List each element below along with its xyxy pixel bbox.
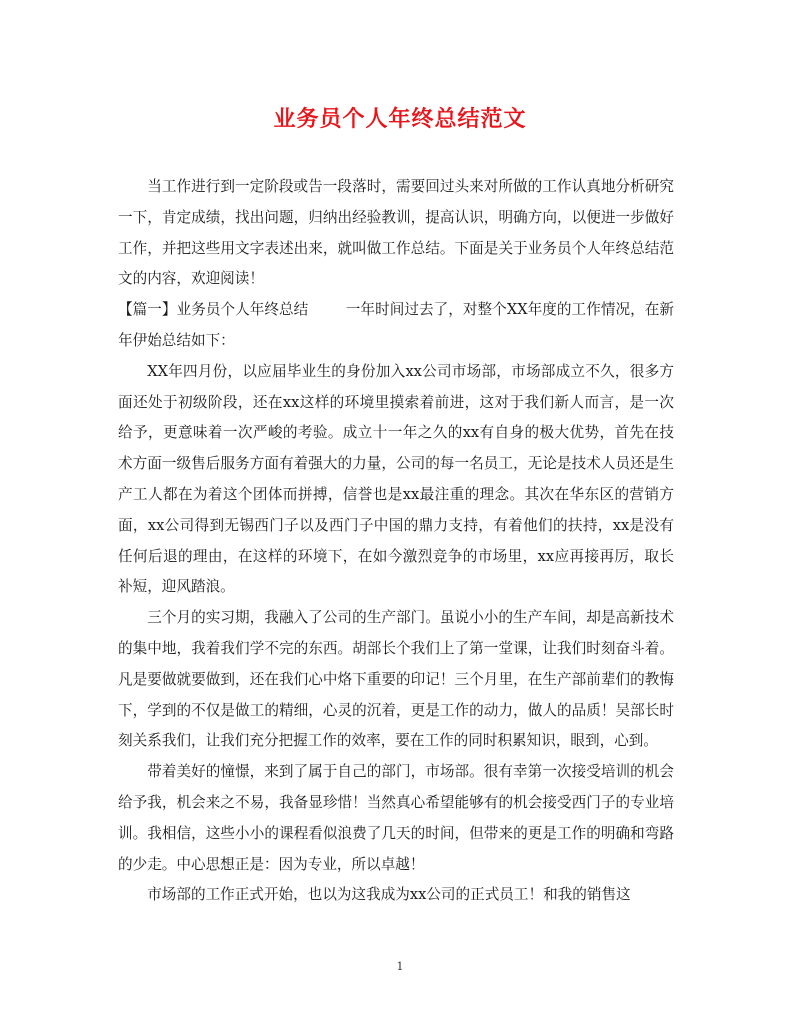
intro-paragraph: 当工作进行到一定阶段或告一段落时，需要回过头来对所做的工作认真地分析研究一下，肯定成绩，找出问题，归纳出经验教训，提高认识，明确方向，以便进一步做好工作，并把这些用文字表述出来，就叫做工作总结。下面是关于业务员个人年终总结范文的内容，欢迎阅读！ xyxy=(118,178,674,288)
body-paragraph: 带着美好的憧憬，来到了属于自己的部门，市场部。很有幸第一次接受培训的机会给予我，机会来之不易，我备显珍惜！当然真心希望能够有的机会接受西门子的专业培训。我相信，这些小小的课程看似浪费了几天的时间，但带来的更是工作的明确和弯路的少走。中心思想正是：因为专业，所以卓越！ xyxy=(118,763,674,873)
body-paragraph: XX年四月份，以应届毕业生的身份加入xx公司市场部，市场部成立不久，很多方面还处于初级阶段，还在xx这样的环境里摸索着前进，这对于我们新人而言，是一次给予，更意味着一次严峻的考验。成立十一年之久的xx有自身的极大优势，首先在技术方面一级售后服务方面有着强大的力量，公司的每一名员工，无论是技术人员还是生产工人都在为着这个团体而拼搏，信誉也是xx最注重的理念。其次在华东区的营销方面，xx公司得到无锡西门子以及西门子中国的鼎力支持，有着他们的扶持，xx是没有任何后退的理由，在这样的环境下，在如今激烈竞争的市场里，xx应再接再厉，取长补短，迎风踏浪。 xyxy=(118,362,674,596)
body-paragraph: 市场部的工作正式开始，也以为这我成为xx公司的正式员工！和我的销售这 xyxy=(147,886,631,904)
document-body xyxy=(118,172,674,911)
body-paragraph: 三个月的实习期，我融入了公司的生产部门。虽说小小的生产车间，却是高新技术的集中地，我着我们学不完的东西。胡部长个我们上了第一堂课，让我们时刻奋斗着。凡是要做就要做到，还在我们心中烙下重要的印记！三个月里，在生产部前辈们的教悔下，学到的不仅是做工的精细，心灵的沉着，更是工作的动力，做人的品质！吴部长时刻关系我们，让我们充分把握工作的效率，要在工作的同时积累知识，眼到，心到。 xyxy=(118,609,674,750)
document-title: 业务员个人年终总结范文 xyxy=(273,107,527,132)
page-number: 1 xyxy=(396,960,404,973)
section-heading-paragraph: 【篇一】业务员个人年终总结 一年时间过去了，对整个XX年度的工作情况，在新年伊始总结如下： xyxy=(118,301,674,349)
